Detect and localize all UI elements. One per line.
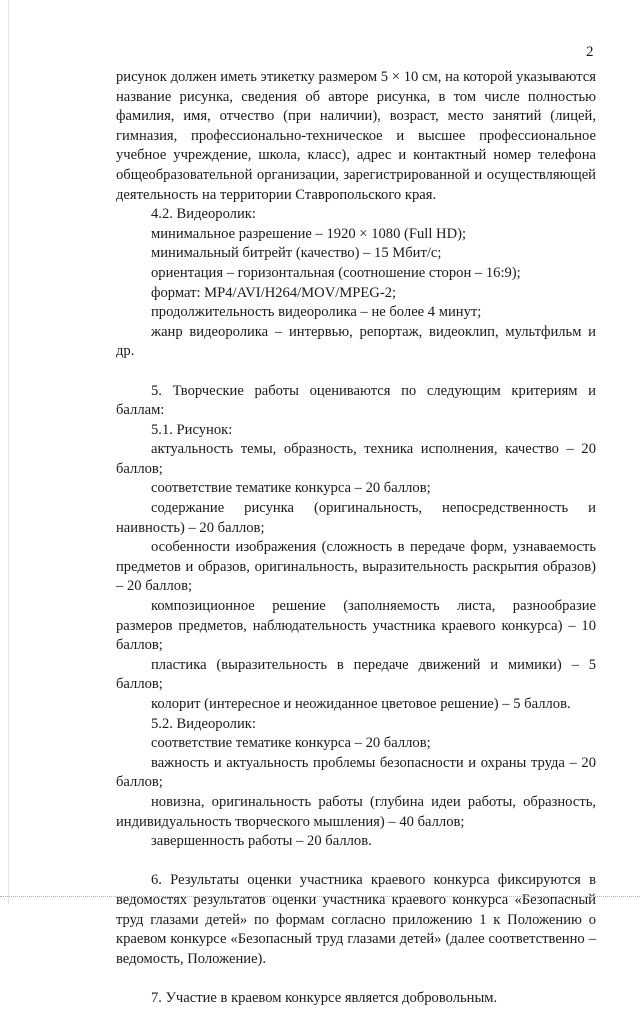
video-requirement: жанр видеоролика – интервью, репортаж, видеоклип, мультфильм и др. [116, 323, 596, 360]
criterion-item: актуальность темы, образность, техника исполнения, качество – 20 баллов; [116, 441, 596, 477]
criterion-item: особенности изображения (сложность в передаче форм, узнаваемость предметов и образов, оригинальность, выразительность раскрытия образов) – 20 баллов; [116, 539, 596, 595]
section-5-2-heading: 5.2. Видеоролик: [151, 715, 256, 732]
criterion-item: пластика (выразительность в передаче движений и мимики) – 5 баллов; [116, 656, 596, 693]
criterion-item: соответствие тематике конкурса – 20 баллов; [151, 735, 431, 752]
paragraph-drawing-label: рисунок должен иметь этикетку размером 5 × 10 см, на которой указываются название рисунка, сведения об авторе рисунка, в том числе полностью фамилия, имя, отчество (при наличии), возраст, место занятий (лицей, гимназия, профессионально-техническое и высшее профессиональное учебное учреждение, школа, класс), адрес и контактный номер телефона общеобразовательной организации, зарегистрированной и осуществляющей деятельность на территории Ставропольского края. [116, 69, 596, 203]
document-body [116, 68, 596, 1009]
page-number: 2 [586, 44, 594, 60]
section-6-paragraph: 6. Результаты оценки участника краевого конкурса фиксируются в ведомостях результатов оценки участника краевого конкурса «Безопасный труд глазами детей» по формам согласно приложению 1 к Положению о краевом конкурсе «Безопасный труд глазами детей» (далее соответственно – ведомость, Положение). [116, 872, 596, 967]
criterion-item: важность и актуальность проблемы безопасности и охраны труда – 20 баллов; [116, 754, 596, 791]
video-requirement: формат: MP4/AVI/H264/MOV/MPEG-2; [151, 284, 397, 301]
criterion-item: соответствие тематике конкурса – 20 баллов; [151, 480, 431, 497]
section-5-1-heading: 5.1. Рисунок: [151, 421, 233, 438]
video-requirement: ориентация – горизонтальная (соотношение сторон – 16:9); [151, 264, 521, 281]
section-5-heading: 5. Творческие работы оцениваются по следующим критериям и баллам: [116, 382, 596, 419]
criterion-item: колорит (интересное и неожиданное цветовое решение) – 5 баллов. [151, 696, 571, 712]
criterion-item: композиционное решение (заполняемость листа, разнообразие размеров предметов, наблюдательность участника краевого конкурса) – 10 баллов; [116, 598, 596, 654]
video-requirement: продолжительность видеоролика – не более 4 минут; [151, 304, 482, 321]
criterion-item: содержание рисунка (оригинальность, непосредственность и наивность) – 20 баллов; [116, 500, 596, 536]
criterion-item: новизна, оригинальность работы (глубина идеи работы, образность, индивидуальность творческого мышления) – 40 баллов; [116, 793, 596, 830]
criterion-item: завершенность работы – 20 баллов. [151, 833, 372, 850]
video-requirement: минимальное разрешение – 1920 × 1080 (Full HD); [151, 225, 467, 242]
scan-edge-line [8, 0, 9, 904]
scan-bottom-edge [0, 896, 640, 897]
section-7-paragraph: 7. Участие в краевом конкурсе является добровольным. [151, 989, 498, 1006]
section-4-2-heading: 4.2. Видеоролик: [151, 206, 256, 223]
video-requirement: минимальный битрейт (качество) – 15 Мбит/с; [151, 245, 442, 262]
